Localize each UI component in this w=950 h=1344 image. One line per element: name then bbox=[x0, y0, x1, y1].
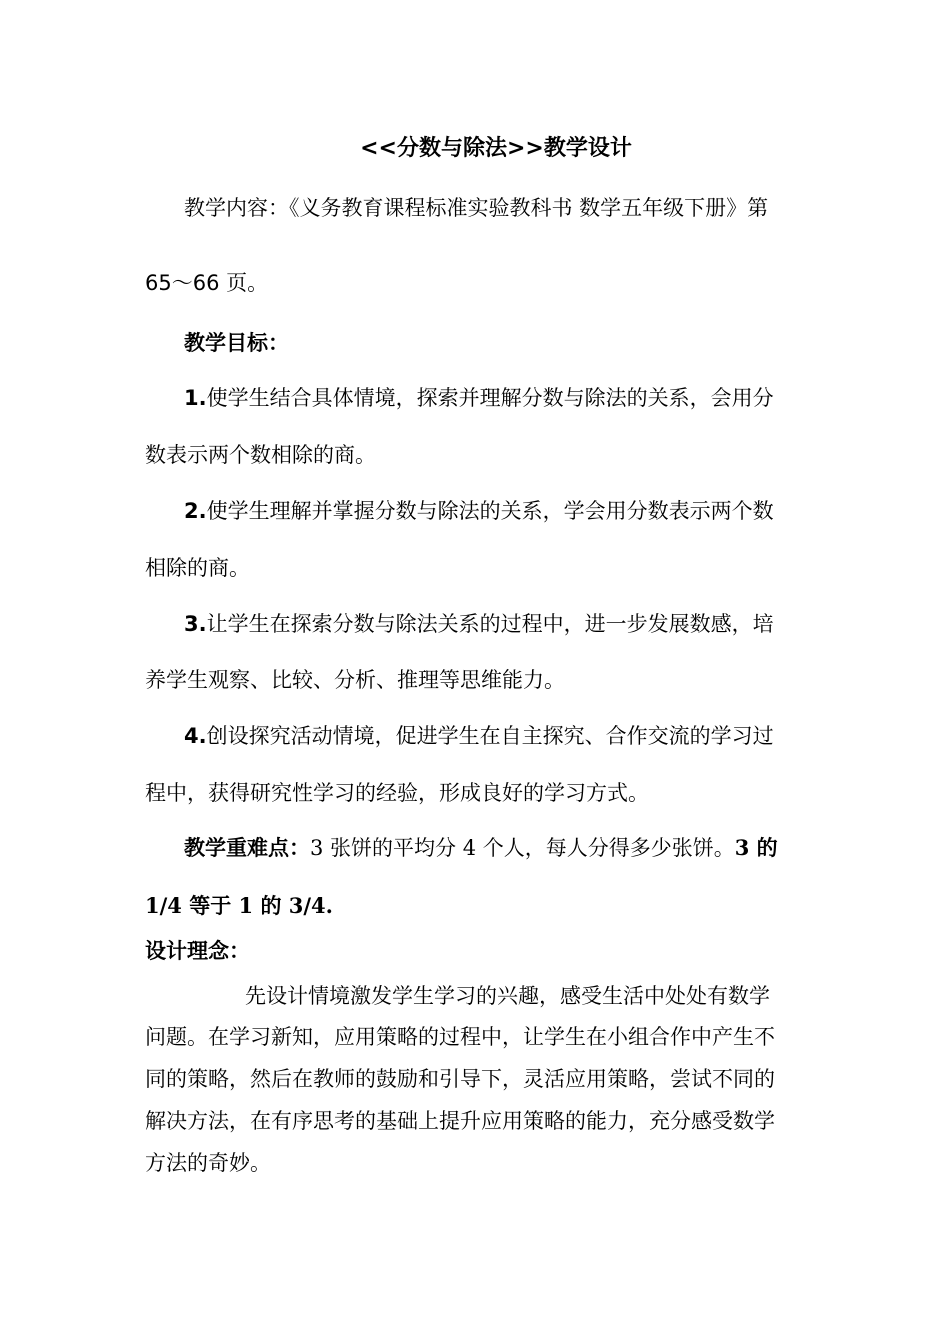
content-line-2: 65～66 页。 bbox=[145, 271, 269, 295]
objective-3-text: 让学生在探索分数与除法关系的过程中，进一步发展数感，培 bbox=[206, 612, 774, 636]
objectives-heading: 教学目标： bbox=[184, 330, 289, 355]
objective-4-text: 创设探究活动情境，促进学生在自主探究、合作交流的学习过 bbox=[206, 724, 774, 748]
concept-line-5: 方法的奇妙。 bbox=[145, 1151, 271, 1175]
concept-line-2: 问题。在学习新知，应用策略的过程中，让学生在小组合作中产生不 bbox=[145, 1025, 775, 1049]
document-title: <<分数与除法>>教学设计 bbox=[360, 136, 632, 161]
objective-4-line-2: 程中，获得研究性学习的经验，形成良好的学习方式。 bbox=[145, 781, 649, 805]
objective-3-line-1 bbox=[184, 609, 774, 639]
objective-2-line-2: 相除的商。 bbox=[145, 556, 250, 580]
objective-3-line-2: 养学生观察、比较、分析、推理等思维能力。 bbox=[145, 668, 565, 692]
concept-line-4: 解决方法，在有序思考的基础上提升应用策略的能力，充分感受数学 bbox=[145, 1109, 775, 1133]
objective-2-line-1 bbox=[184, 496, 774, 526]
concept-line-1: 先设计情境激发学生学习的兴趣，感受生活中处处有数学 bbox=[245, 984, 770, 1008]
objective-4-line-1 bbox=[184, 721, 774, 751]
content-line-1: 教学内容：《义务教育课程标准实验教科书 数学五年级下册》第 bbox=[184, 196, 769, 220]
objective-1-number: 1. bbox=[184, 386, 207, 410]
keypoints-label: 教学重难点： bbox=[184, 835, 310, 860]
objective-4-number: 4. bbox=[184, 724, 207, 748]
objective-1-text: 使学生结合具体情境，探索并理解分数与除法的关系，会用分 bbox=[206, 386, 774, 410]
objective-1-line-2: 数表示两个数相除的商。 bbox=[145, 443, 376, 467]
objective-1-line-1 bbox=[184, 383, 774, 413]
objective-2-text: 使学生理解并掌握分数与除法的关系，学会用分数表示两个数 bbox=[206, 499, 774, 523]
objective-2-number: 2. bbox=[184, 499, 207, 523]
concept-line-3: 同的策略，然后在教师的鼓励和引导下，灵活应用策略，尝试不同的 bbox=[145, 1067, 775, 1091]
concept-heading: 设计理念： bbox=[145, 938, 250, 963]
objective-3-number: 3. bbox=[184, 612, 207, 636]
keypoints-text: 3 张饼的平均分 4 个人，每人分得多少张饼。 bbox=[310, 836, 735, 860]
keypoints-tail: 3 的 bbox=[734, 835, 778, 860]
keypoints-line-2: 1/4 等于 1 的 3/4. bbox=[145, 893, 333, 918]
keypoints-line-1 bbox=[184, 833, 778, 863]
